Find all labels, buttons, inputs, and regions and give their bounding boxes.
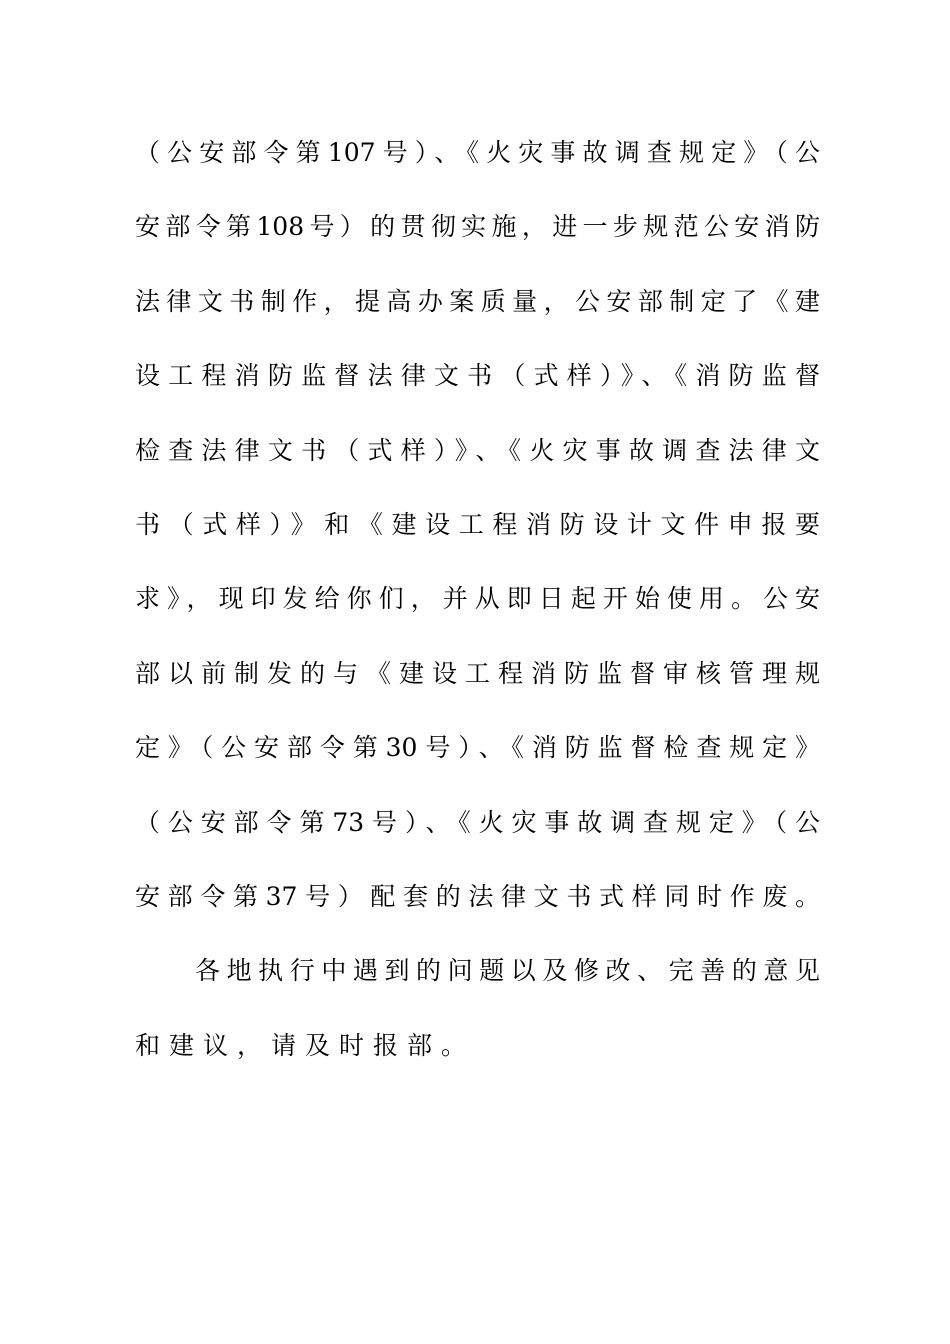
body-text xyxy=(135,128,820,1095)
text-line: 设工程消防监督法律文书（式样）》、《消防监督 xyxy=(135,361,820,391)
text-line: 求》，现印发给你们，并从即日起开始使用。公安 xyxy=(135,584,820,614)
text-line: （公安部令第73号）、《火灾事故调查规定》（公 xyxy=(135,807,820,837)
text-line: 检查法律文书（式样）》、《火灾事故调查法律文 xyxy=(135,435,820,465)
text-line: （公安部令第107号）、《火灾事故调查规定》（公 xyxy=(135,138,820,167)
text-line: 安部令第37号）配套的法律文书式样同时作废。 xyxy=(135,881,820,911)
text-line: 安部令第108号）的贯彻实施，进一步规范公安消防 xyxy=(135,212,820,242)
paragraph-start-line: 各地执行中遇到的问题以及修改、完善的意见 xyxy=(195,956,820,986)
text-line: 部以前制发的与《建设工程消防监督审核管理规 xyxy=(135,658,820,688)
text-line: 法律文书制作，提高办案质量，公安部制定了《建 xyxy=(135,286,820,316)
paragraph-end-line: 和建议，请及时报部。 xyxy=(135,1030,476,1060)
text-line: 书（式样）》和《建设工程消防设计文件申报要 xyxy=(135,509,820,539)
text-line: 定》（公安部令第30号）、《消防监督检查规定》 xyxy=(135,733,820,763)
